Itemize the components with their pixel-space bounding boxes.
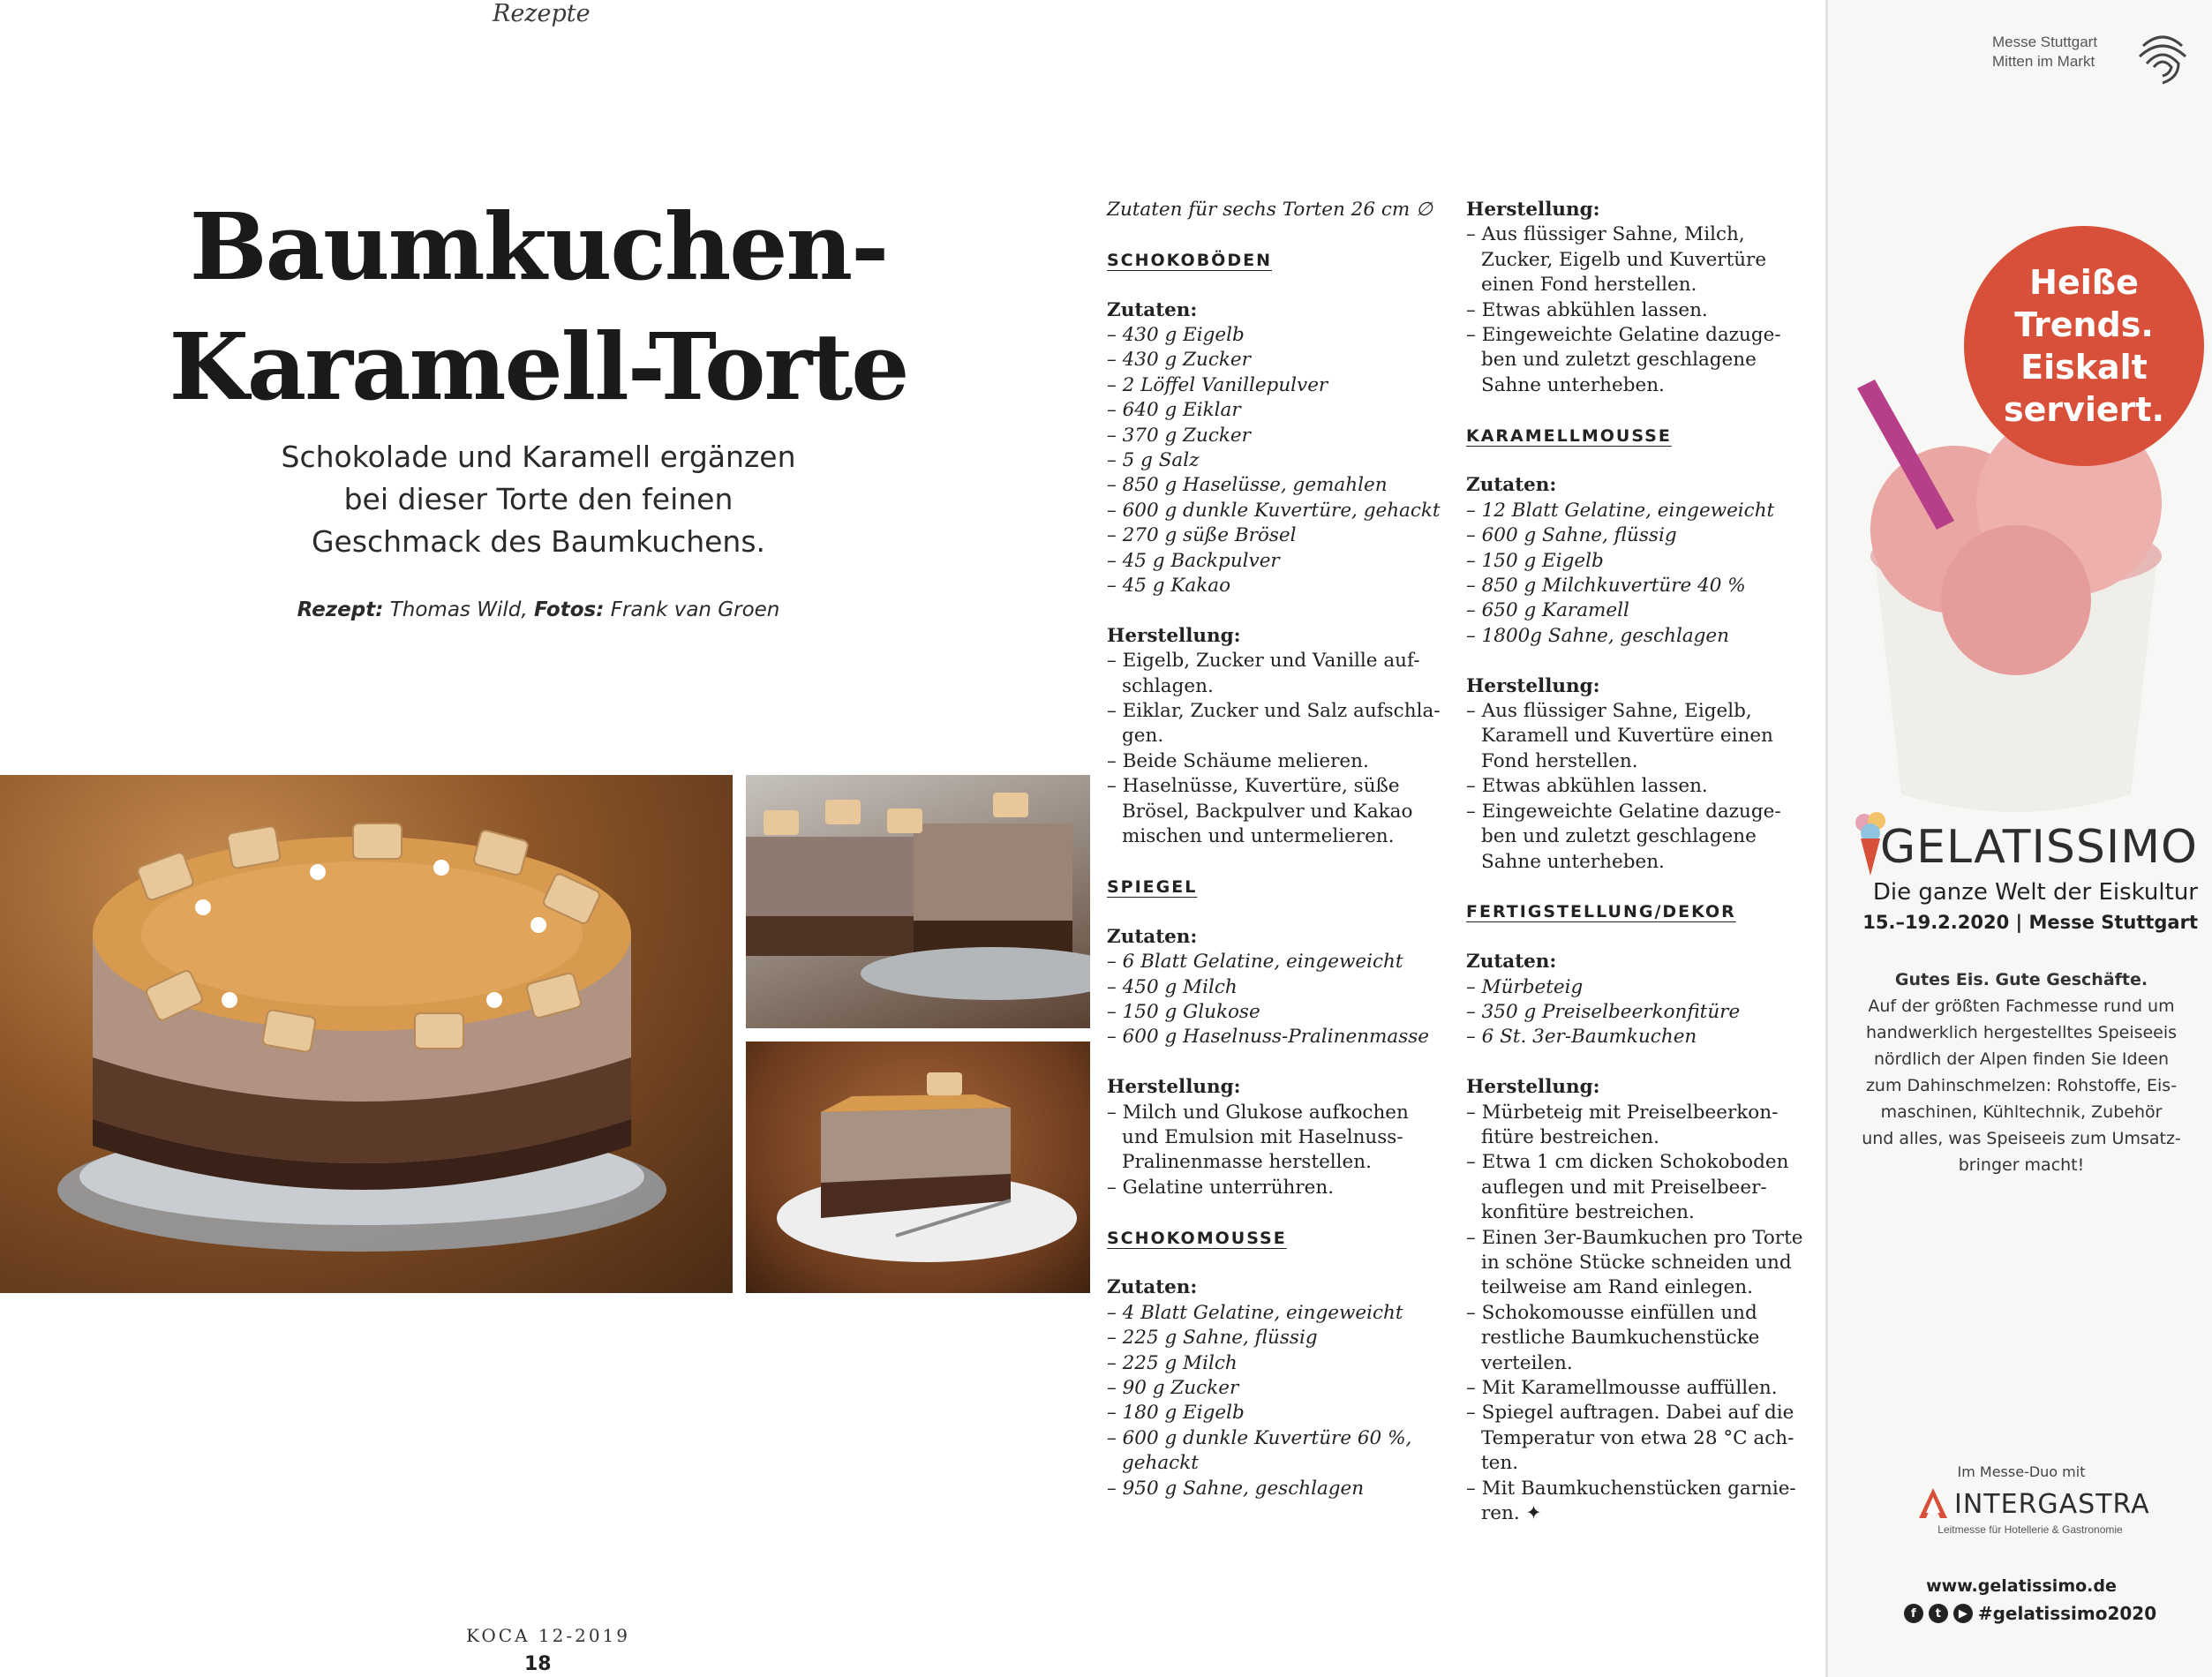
recipe-line: gen. — [1122, 725, 1164, 748]
recipe-line: – 225 g Sahne, flüssig — [1107, 1327, 1318, 1350]
recipe-line: restliche Baumkuchenstücke — [1481, 1327, 1760, 1350]
recipe-spacer — [1107, 273, 1451, 297]
recipe-line: Sahne unterheben. — [1481, 850, 1665, 873]
recipe-line: – Mürbeteig — [1466, 975, 1584, 998]
recipe-line: – 850 g Haselüsse, gemahlen — [1107, 474, 1388, 497]
ad-tagline: Die ganze Welt der Eiskultur — [1872, 879, 2198, 906]
cake-illustration — [0, 775, 733, 1293]
recipe-section-heading: KARAMELLMOUSSE — [1466, 425, 1672, 446]
recipe-line: – 6 Blatt Gelatine, eingeweicht — [1107, 951, 1403, 974]
messe-stuttgart-logo-icon — [2134, 28, 2191, 90]
recipe-spacer — [1466, 448, 1810, 473]
recipe-line: – 430 g Eigelb — [1107, 324, 1245, 346]
cake-photo-main — [0, 775, 733, 1293]
recipe-line: – 225 g Milch — [1107, 1351, 1238, 1374]
article-intro — [203, 436, 874, 563]
recipe-subheading: Herstellung: — [1466, 674, 1600, 697]
badge-line: Trends. — [2014, 305, 2154, 344]
recipe-line: Zucker, Eigelb und Kuvertüre — [1481, 248, 1767, 271]
recipe-line: – 370 g Zucker — [1107, 424, 1251, 447]
recipe-line: – Spiegel auftragen. Dabei auf die — [1466, 1402, 1794, 1425]
recipe-subheading: Herstellung: — [1107, 1076, 1241, 1099]
section-label: Rezepte — [493, 0, 591, 27]
ad-body-line: maschinen, Kühltechnik, Zubehör — [1880, 1102, 2163, 1122]
recipe-line: – 350 g Preiselbeerkonfitüre — [1466, 1000, 1741, 1023]
recipe-line: – 270 g süße Brösel — [1107, 524, 1297, 547]
recipe-spacer — [1466, 649, 1810, 673]
recipe-line: ben und zuletzt geschlagene — [1481, 349, 1757, 372]
ad-duo-label: Im Messe-Duo mit — [1957, 1463, 2086, 1480]
recipe-section-heading: SCHOKOMOUSSE — [1107, 1228, 1287, 1248]
ad-body-line: zum Dahinschmelzen: Rohstoffe, Eis- — [1865, 1076, 2178, 1095]
recipe-line: – 850 g Milchkuvertüre 40 % — [1466, 575, 1746, 598]
badge-line: Heiße — [2029, 263, 2139, 302]
ad-body-line: Auf der größten Fachmesse rund um — [1868, 996, 2175, 1016]
magazine-issue: KOCA 12-2019 — [466, 1625, 631, 1646]
ad-body-line: und alles, was Speiseeis zum Umsatz- — [1862, 1129, 2181, 1148]
ad-partner-name: INTERGASTRA — [1954, 1489, 2150, 1520]
recipe-line: und Emulsion mit Haselnuss- — [1122, 1125, 1403, 1148]
ad-url-link[interactable]: www.gelatissimo.de — [1926, 1576, 2117, 1596]
ad-org-slogan: Mitten im Markt — [1992, 53, 2095, 70]
recipe-subheading: Zutaten: — [1107, 1276, 1198, 1299]
recipe-subheading: Herstellung: — [1107, 624, 1241, 647]
cake-photo-slice-bottom — [746, 1042, 1090, 1293]
recipe-line: – 600 g dunkle Kuvertüre, gehackt — [1107, 499, 1441, 522]
recipe-line: – 45 g Kakao — [1107, 575, 1231, 598]
recipe-line: – Etwas abkühlen lassen. — [1466, 298, 1708, 321]
cake-photo-slice-top — [746, 775, 1090, 1028]
recipe-line: – Einen 3er-Baumkuchen pro Torte — [1466, 1226, 1803, 1249]
credit-recipe-label: Rezept: — [297, 598, 384, 621]
recipe-line: gehackt — [1122, 1452, 1199, 1475]
recipe-line: – 600 g Haselnuss-Pralinenmasse — [1107, 1026, 1430, 1049]
recipe-line: einen Fond herstellen. — [1481, 274, 1697, 297]
recipe-section-heading: FERTIGSTELLUNG/DEKOR — [1466, 902, 1736, 922]
recipe-subheading: Herstellung: — [1466, 1076, 1600, 1099]
recipe-spacer — [1107, 899, 1451, 924]
recipe-line: ten. — [1481, 1452, 1519, 1475]
ad-body — [1854, 966, 2189, 1178]
intro-line: bei dieser Torte den feinen — [343, 482, 734, 516]
recipe-line: – Etwas abkühlen lassen. — [1466, 775, 1708, 798]
recipe-line: – 150 g Glukose — [1107, 1000, 1260, 1023]
credit-recipe-name: Thomas Wild, — [389, 598, 528, 621]
recipe-line: auflegen und mit Preiselbeer- — [1481, 1176, 1767, 1199]
recipe-line: – Etwa 1 cm dicken Schokoboden — [1466, 1151, 1789, 1174]
recipe-line: Karamell und Kuvertüre einen — [1481, 725, 1773, 748]
ad-brand-name: GELATISSIMO — [1879, 821, 2198, 874]
intro-line: Schokolade und Karamell ergänzen — [281, 440, 796, 474]
recipe-line: – 450 g Milch — [1107, 975, 1238, 998]
recipe-section-heading: SPIEGEL — [1107, 876, 1198, 897]
recipe-line: Brösel, Backpulver und Kakao — [1122, 800, 1413, 823]
ad-body-headline: Gutes Eis. Gute Geschäfte. — [1894, 970, 2148, 989]
recipe-line: – 4 Blatt Gelatine, eingeweicht — [1107, 1301, 1403, 1324]
recipe-spacer — [1107, 1050, 1451, 1075]
recipe-subheading: Zutaten: — [1466, 951, 1557, 974]
ad-dates: 15.–19.2.2020 | Messe Stuttgart — [1862, 912, 2198, 933]
recipe-line: – Milch und Glukose aufkochen — [1107, 1101, 1409, 1124]
page-number: 18 — [524, 1653, 552, 1675]
youtube-icon[interactable]: ▶ — [1953, 1604, 1973, 1623]
article-title — [106, 187, 971, 427]
recipe-line: konfitüre bestreichen. — [1481, 1201, 1695, 1224]
recipe-spacer — [1107, 1200, 1451, 1225]
ad-body-line: bringer macht! — [1958, 1155, 2085, 1175]
recipe-line: Sahne unterheben. — [1481, 373, 1665, 396]
recipe-subheading: Zutaten: — [1107, 298, 1198, 321]
recipe-subheading: Zutaten: — [1466, 474, 1557, 497]
recipe-line: fitüre bestreichen. — [1481, 1125, 1659, 1148]
badge-line: Eiskalt — [2020, 348, 2148, 387]
ad-headline-badge — [1964, 226, 2204, 466]
ad-partner-subtitle: Leitmesse für Hotellerie & Gastronomie — [1937, 1523, 2123, 1536]
recipe-line: – Eingeweichte Gelatine dazuge- — [1466, 800, 1781, 823]
recipe-spacer — [1466, 1050, 1810, 1075]
recipe-spacer — [1466, 925, 1810, 950]
facebook-icon[interactable]: f — [1904, 1604, 1923, 1623]
recipe-line: – Beide Schäume melieren. — [1107, 749, 1369, 772]
ad-hashtag: #gelatissimo2020 — [1977, 1603, 2157, 1624]
twitter-icon[interactable]: t — [1929, 1604, 1948, 1623]
ad-org-name: Messe Stuttgart — [1992, 34, 2098, 50]
recipe-line: – Eigelb, Zucker und Vanille auf- — [1107, 650, 1420, 673]
recipe-column-2 — [1466, 198, 1810, 1526]
recipe-line: – 600 g dunkle Kuvertüre 60 %, — [1107, 1426, 1412, 1449]
recipe-line: – Haselnüsse, Kuvertüre, süße — [1107, 775, 1400, 798]
recipe-line: Zutaten für sechs Torten 26 cm ∅ — [1107, 199, 1433, 221]
title-line: Karamell-Torte — [169, 312, 908, 421]
intergastra-logo-icon — [1917, 1486, 1949, 1520]
recipe-column-1 — [1107, 198, 1451, 1501]
recipe-line: – Aus flüssiger Sahne, Milch, — [1466, 223, 1745, 246]
recipe-line: – 180 g Eigelb — [1107, 1402, 1245, 1425]
recipe-line: in schöne Stücke schneiden und — [1481, 1251, 1792, 1274]
recipe-line: Fond herstellen. — [1481, 749, 1638, 772]
recipe-line: verteilen. — [1481, 1351, 1573, 1374]
recipe-line: – 6 St. 3er-Baumkuchen — [1466, 1026, 1697, 1049]
badge-line: serviert. — [2003, 390, 2165, 429]
recipe-line: – 45 g Backpulver — [1107, 549, 1280, 572]
recipe-line: – Mit Karamellmousse auffüllen. — [1466, 1377, 1778, 1399]
recipe-line: – 430 g Zucker — [1107, 349, 1251, 372]
cake-slice-illustration — [746, 775, 1090, 1028]
recipe-subheading: Herstellung: — [1466, 199, 1600, 221]
recipe-line: – 640 g Eiklar — [1107, 399, 1241, 422]
recipe-spacer — [1466, 875, 1810, 899]
recipe-line: – 5 g Salz — [1107, 449, 1200, 472]
recipe-line: – Aus flüssiger Sahne, Eigelb, — [1466, 700, 1752, 723]
recipe-line: ben und zuletzt geschlagene — [1481, 825, 1757, 848]
recipe-line: – 650 g Karamell — [1466, 599, 1629, 622]
recipe-line: – 12 Blatt Gelatine, eingeweicht — [1466, 499, 1775, 522]
cake-piece-illustration — [746, 1042, 1090, 1293]
recipe-line: Pralinenmasse herstellen. — [1122, 1151, 1372, 1174]
recipe-line: – Eingeweichte Gelatine dazuge- — [1466, 324, 1781, 347]
recipe-spacer — [1107, 222, 1451, 247]
recipe-spacer — [1107, 598, 1451, 623]
intro-line: Geschmack des Baumkuchens. — [311, 524, 766, 559]
recipe-subheading: Zutaten: — [1107, 925, 1198, 948]
title-line: Baumkuchen- — [189, 192, 888, 301]
recipe-line: – Mürbeteig mit Preiselbeerkon- — [1466, 1101, 1779, 1124]
recipe-spacer — [1107, 850, 1451, 875]
credit-photo-label: Fotos: — [533, 598, 605, 621]
recipe-line: – Eiklar, Zucker und Salz aufschla- — [1107, 700, 1441, 723]
ad-body-line: handwerklich hergestelltes Speiseeis — [1865, 1023, 2178, 1042]
recipe-line: – 150 g Eigelb — [1466, 549, 1604, 572]
recipe-line: Temperatur von etwa 28 °C ach- — [1481, 1426, 1794, 1449]
credit-photo-name: Frank van Groen — [610, 598, 780, 621]
recipe-line: mischen und untermelieren. — [1122, 825, 1395, 848]
recipe-line: – Gelatine unterrühren. — [1107, 1176, 1335, 1199]
ad-social-row — [1889, 1603, 2171, 1624]
ad-body-line: nördlich der Alpen finden Sie Ideen — [1874, 1049, 2169, 1069]
recipe-line: ren. ✦ — [1481, 1502, 1542, 1525]
article-credits — [212, 598, 865, 621]
recipe-line: – 1800g Sahne, geschlagen — [1466, 624, 1729, 647]
recipe-spacer — [1107, 1251, 1451, 1275]
recipe-spacer — [1466, 398, 1810, 423]
recipe-line: – 950 g Sahne, geschlagen — [1107, 1477, 1365, 1500]
recipe-line: – Schokomousse einfüllen und — [1466, 1301, 1757, 1324]
recipe-line: schlagen. — [1122, 674, 1214, 697]
recipe-line: teilweise am Rand einlegen. — [1481, 1276, 1753, 1299]
recipe-line: – 600 g Sahne, flüssig — [1466, 524, 1677, 547]
recipe-line: – Mit Baumkuchenstücken garnie- — [1466, 1477, 1796, 1500]
recipe-line: – 2 Löffel Vanillepulver — [1107, 373, 1328, 396]
recipe-section-heading: SCHOKOBÖDEN — [1107, 250, 1272, 270]
recipe-line: – 90 g Zucker — [1107, 1376, 1239, 1399]
